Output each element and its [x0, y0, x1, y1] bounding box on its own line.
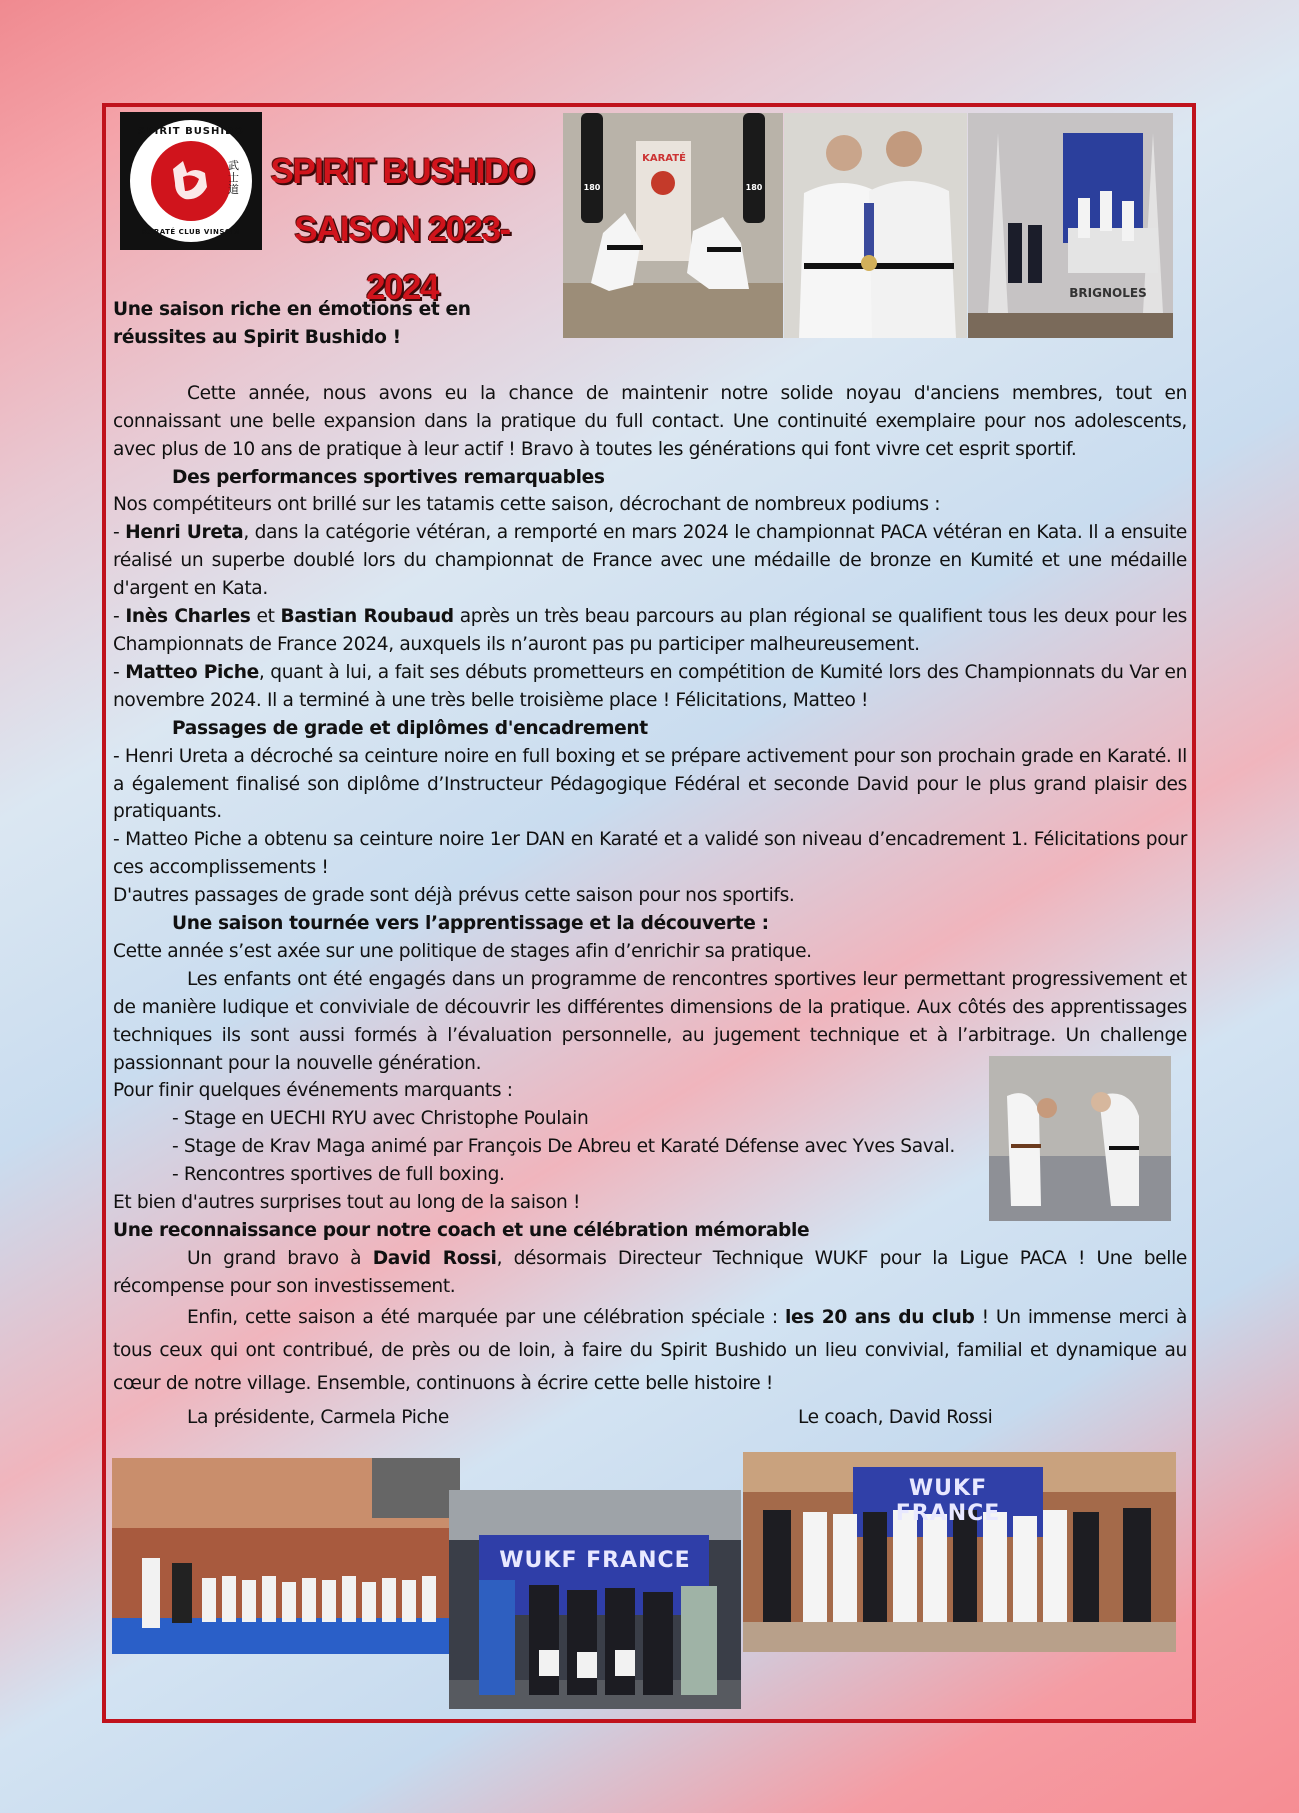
logo-kanji: 武士道: [228, 159, 239, 196]
bag-label-right: 180: [745, 183, 763, 192]
paragraph-coach: Un grand bravo à David Rossi, désormais Directeur Technique WUKF pour la Ligue PACA ! Une belle récompense pour son investissement.: [113, 1247, 1187, 1297]
stages-policy: Cette année s’est axée sur une politique de stages afin d’enrichir sa pratique.: [113, 940, 812, 962]
kids-program: Les enfants ont été engagés dans un programme de rencontres sportives leur permettant progressivement et de manière ludique et conviviale de découvrir les différentes dimensions de la pratique. Aux côtés des apprentissages techniques ils sont aussi formés à l’évaluation personnelle, au jugement technique et à l’arbitrage. Un challenge passionnant pour la nouvelle génération.: [113, 968, 1187, 1074]
result-henri: - Henri Ureta, dans la catégorie vétéran, a remporté en mars 2024 le championnat PACA vétéran en Kata. Il a ensuite réalisé un superbe doublé lors du championnat de France avec une médaille de bronze en Kumité et une médaille d'argent en Kata.: [113, 522, 1187, 600]
heading-recognition: Une reconnaissance pour notre coach et une célébration mémorable: [113, 1220, 810, 1241]
result-matteo: - Matteo Piche, quant à lui, a fait ses débuts prometteurs en compétition de Kumité lors des Championnats du Var en novembre 2024. Il a terminé à une très belle troisième place ! Félicitations, Matteo !: [113, 661, 1188, 711]
grade-others: D'autres passages de grade sont déjà prévus cette saison pour nos sportifs.: [113, 885, 795, 907]
result-ines-bastian: - Inès Charles et Bastian Roubaud après un très beau parcours au plan régional se qualifient tous les deux pour les Championnats de France 2024, auxquels ils n’auront pas pu participer malheureusement.: [113, 606, 1188, 655]
events-intro: Pour finir quelques événements marquants :: [113, 1080, 513, 1102]
logo-ring: [130, 120, 252, 242]
signature-president: La présidente, Carmela Piche: [187, 1406, 449, 1428]
podium-sign: BRIGNOLES: [1069, 286, 1147, 300]
signature-coach: Le coach, David Rossi: [798, 1406, 993, 1428]
intro-heading: Une saison riche en émotions et en réussites au Spirit Bushido !: [113, 299, 471, 348]
grade-henri: - Henri Ureta a décroché sa ceinture noire en full boxing et se prépare activement pour son prochain grade en Karaté. Il a également finalisé son diplôme d’Instructeur Pédagogique Fédéral et seconde David pour le plus grand plaisir des pratiquants.: [113, 745, 1187, 823]
name-bastian: Bastian Roubaud: [280, 606, 454, 628]
grade-matteo: - Matteo Piche a obtenu sa ceinture noire 1er DAN en Karaté et a validé son niveau d’encadrement 1. Félicitations pour ces accomplissements !: [113, 829, 1187, 879]
photo-wukf-team: [449, 1490, 741, 1709]
event-full-boxing: - Rencontres sportives de full boxing.: [172, 1164, 505, 1186]
article-body: [113, 296, 1187, 1432]
signatures: [113, 1404, 1187, 1432]
more-surprises: Et bien d'autres surprises tout au long de la saison !: [113, 1192, 581, 1214]
page-title: [262, 143, 542, 317]
heading-performances: Des performances sportives remarquables: [172, 466, 605, 488]
logo-top-text: SPIRIT BUSHIDO: [138, 126, 244, 137]
heading-learning: Une saison tournée vers l’apprentissage et la découverte :: [172, 913, 769, 935]
title-line-2: SAISON 2023-2024: [294, 210, 510, 307]
bag-label-left: 180: [583, 183, 601, 192]
paragraph-anniversary: Enfin, cette saison a été marquée par une célébration spéciale : les 20 ans du club ! Un immense merci à tous ceux qui ont contribué, de près ou de loin, à faire du Spirit Bushido un lieu convivial, familial et dynamique au cœur de notre village. Ensemble, continuons à écrire cette belle histoire !: [113, 1306, 1187, 1394]
fox-emblem-icon: [151, 141, 231, 221]
name-henri: Henri Ureta: [125, 522, 244, 544]
paragraph-competitors: Nos compétiteurs ont brillé sur les tatamis cette saison, décrochant de nombreux podiums :: [113, 494, 941, 516]
club-logo: [120, 112, 262, 250]
heading-grades: Passages de grade et diplômes d'encadrement: [172, 717, 648, 739]
photo-kids-group: [112, 1458, 460, 1654]
event-uechi: - Stage en UECHI RYU avec Christophe Poulain: [172, 1108, 589, 1130]
paragraph-season: Cette année, nous avons eu la chance de maintenir notre solide noyau d'anciens membres, tout en connaissant une belle expansion dans la pratique du full contact. Une continuité exemplaire pour nos adolescents, avec plus de 10 ans de pratique à leur actif ! Bravo à toutes les générations qui font vivre cet esprit sportif.: [113, 382, 1187, 460]
name-matteo: Matteo Piche: [125, 661, 259, 683]
wukf-team-banner: WUKF FRANCE: [499, 1548, 691, 1573]
event-krav-maga: - Stage de Krav Maga animé par François De Abreu et Karaté Défense avec Yves Saval.: [172, 1136, 955, 1158]
logo-bottom-text: KARATÉ CLUB VINSOIS: [142, 228, 240, 236]
name-david: David Rossi: [372, 1247, 497, 1269]
wukf-group-banner: WUKF FRANCE: [895, 1476, 1001, 1526]
name-ines: Inès Charles: [125, 606, 251, 628]
photo-wukf-group: [743, 1452, 1176, 1652]
poster-text: KARATÉ: [642, 153, 686, 164]
title-line-1: SPIRIT BUSHIDO: [270, 152, 534, 191]
anniversary-highlight: les 20 ans du club: [785, 1306, 975, 1328]
